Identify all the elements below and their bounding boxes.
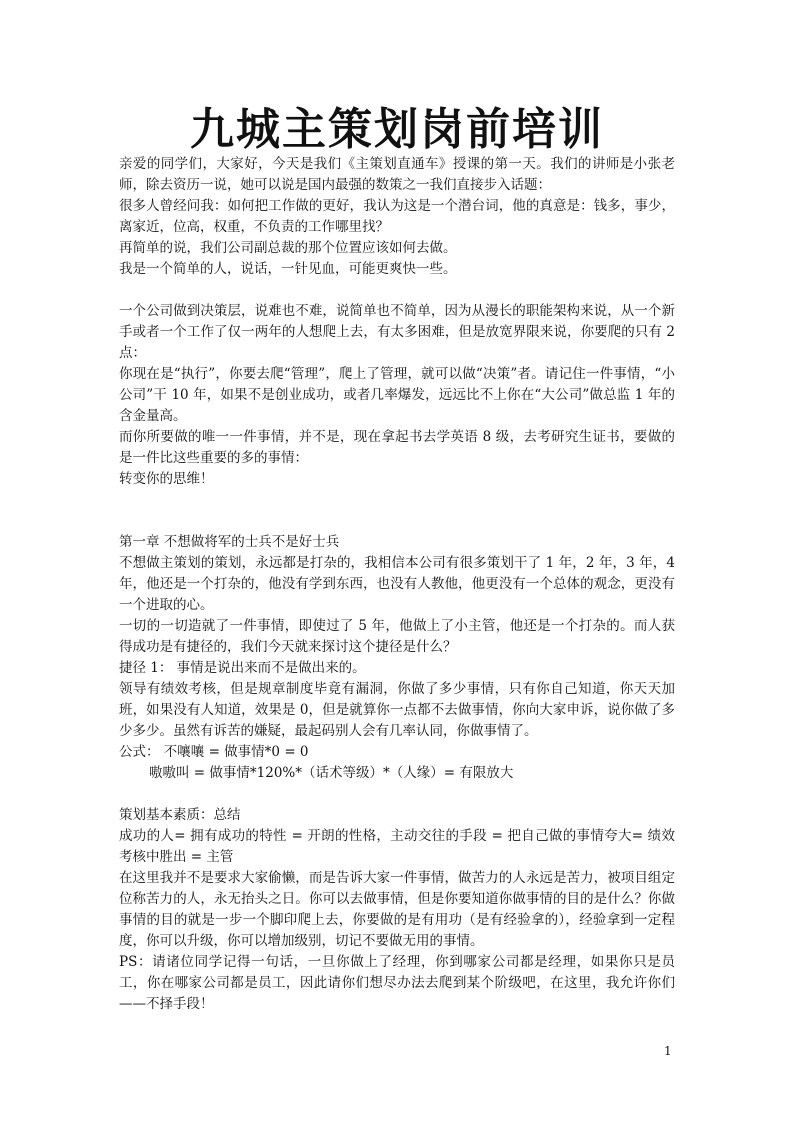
chapter-heading: 第一章 不想做将军的士兵不是好士兵 bbox=[119, 534, 340, 550]
paragraph: 亲爱的同学们，大家好，今天是我们《主策划直通车》授课的第一天。我们的讲师是小张老师，除去资历一说，她可以说是国内最强的数策之一我们直接步入话题： bbox=[119, 156, 675, 193]
paragraph-emphasis: 转变你的思维！ bbox=[119, 471, 214, 487]
paragraph: 而你所要做的唯一一件事情，并不是，现在拿起书去学英语 8 级，去考研究生证书，要做的是一件比这些重要的多的事情： bbox=[119, 429, 675, 466]
formula-line: 公式： 不嚷嚷 = 做事情*0 = 0 bbox=[119, 744, 309, 760]
paragraph: 很多人曾经问我：如何把工作做的更好，我认为这是一个潜台词，他的真意是：钱多，事少，离家近，位高，权重，不负责的工作哪里找？ bbox=[119, 198, 675, 235]
document-body bbox=[119, 154, 675, 1015]
paragraph: PS：请诸位同学记得一句话，一旦你做上了经理，你到哪家公司都是经理，如果你只是员工，你在哪家公司都是员工，因此请你们想尽办法去爬到某个阶级吧，在这里，我允许你们——不择手段！ bbox=[119, 954, 675, 1012]
blank-line bbox=[119, 784, 675, 805]
blank-lines bbox=[119, 490, 675, 532]
section-heading: 策划基本素质：总结 bbox=[119, 807, 241, 823]
paragraph: 我是一个简单的人，说话，一针见血，可能更爽快一些。 bbox=[119, 261, 457, 277]
formula-line: 嗷嗷叫 = 做事情*120%*（话术等级）*（人缘）= 有限放大 bbox=[149, 765, 514, 781]
paragraph: 一切的一切造就了一件事情，即使过了 5 年，他做上了小主管，他还是一个打杂的。而人获得成功是有捷径的，我们今天就来探讨这个捷径是什么？ bbox=[119, 618, 675, 655]
paragraph: 不想做主策划的策划，永远都是打杂的，我相信本公司有很多策划干了 1 年，2 年，3 年，4 年，他还是一个打杂的，他没有学到东西，也没有人教他，他更没有一个总体的观念，更没有一个进取的心。 bbox=[119, 555, 675, 613]
page-number: 1 bbox=[664, 1044, 672, 1058]
document-title: 九城主策划岗前培训 bbox=[190, 104, 604, 155]
shortcut-heading: 捷径 1： 事情是说出来而不是做出来的。 bbox=[119, 660, 366, 676]
paragraph: 再简单的说，我们公司副总裁的那个位置应该如何去做。 bbox=[119, 240, 457, 256]
paragraph: 成功的人= 拥有成功的特性 = 开朗的性格，主动交往的手段 = 把自己做的事情夸大= 绩效考核中胜出 = 主管 bbox=[119, 828, 675, 865]
paragraph: 领导有绩效考核，但是规章制度毕竟有漏洞，你做了多少事情，只有你自己知道，你天天加班，如果没有人知道，效果是 0，但是就算你一点都不去做事情，你向大家申诉，说你做了多少多少。虽然有诉苦的嫌疑，最起码别人会有几率认同，你做事情了。 bbox=[119, 681, 675, 739]
blank-line bbox=[119, 280, 675, 301]
paragraph: 你现在是“执行”，你要去爬“管理”，爬上了管理，就可以做“决策”者。请记住一件事情，“小公司”干 10 年，如果不是创业成功，或者几率爆发，远远比不上你在“大公司”做总监 1 年的含金量高。 bbox=[119, 366, 675, 424]
paragraph: 一个公司做到决策层，说难也不难，说简单也不简单，因为从漫长的职能架构来说，从一个新手或者一个工作了仅一两年的人想爬上去，有太多困难，但是放宽界限来说，你要爬的只有 2 点： bbox=[119, 303, 675, 361]
paragraph: 在这里我并不是要求大家偷懒，而是告诉大家一件事情，做苦力的人永远是苦力，被项目组定位称苦力的人，永无抬头之日。你可以去做事情，但是你要知道你做事情的目的是什么？你做事情的目的就是一步一个脚印爬上去，你要做的是有用功（是有经验拿的），经验拿到一定程度，你可以升级，你可以增加级别，切记不要做无用的事情。 bbox=[119, 870, 675, 949]
